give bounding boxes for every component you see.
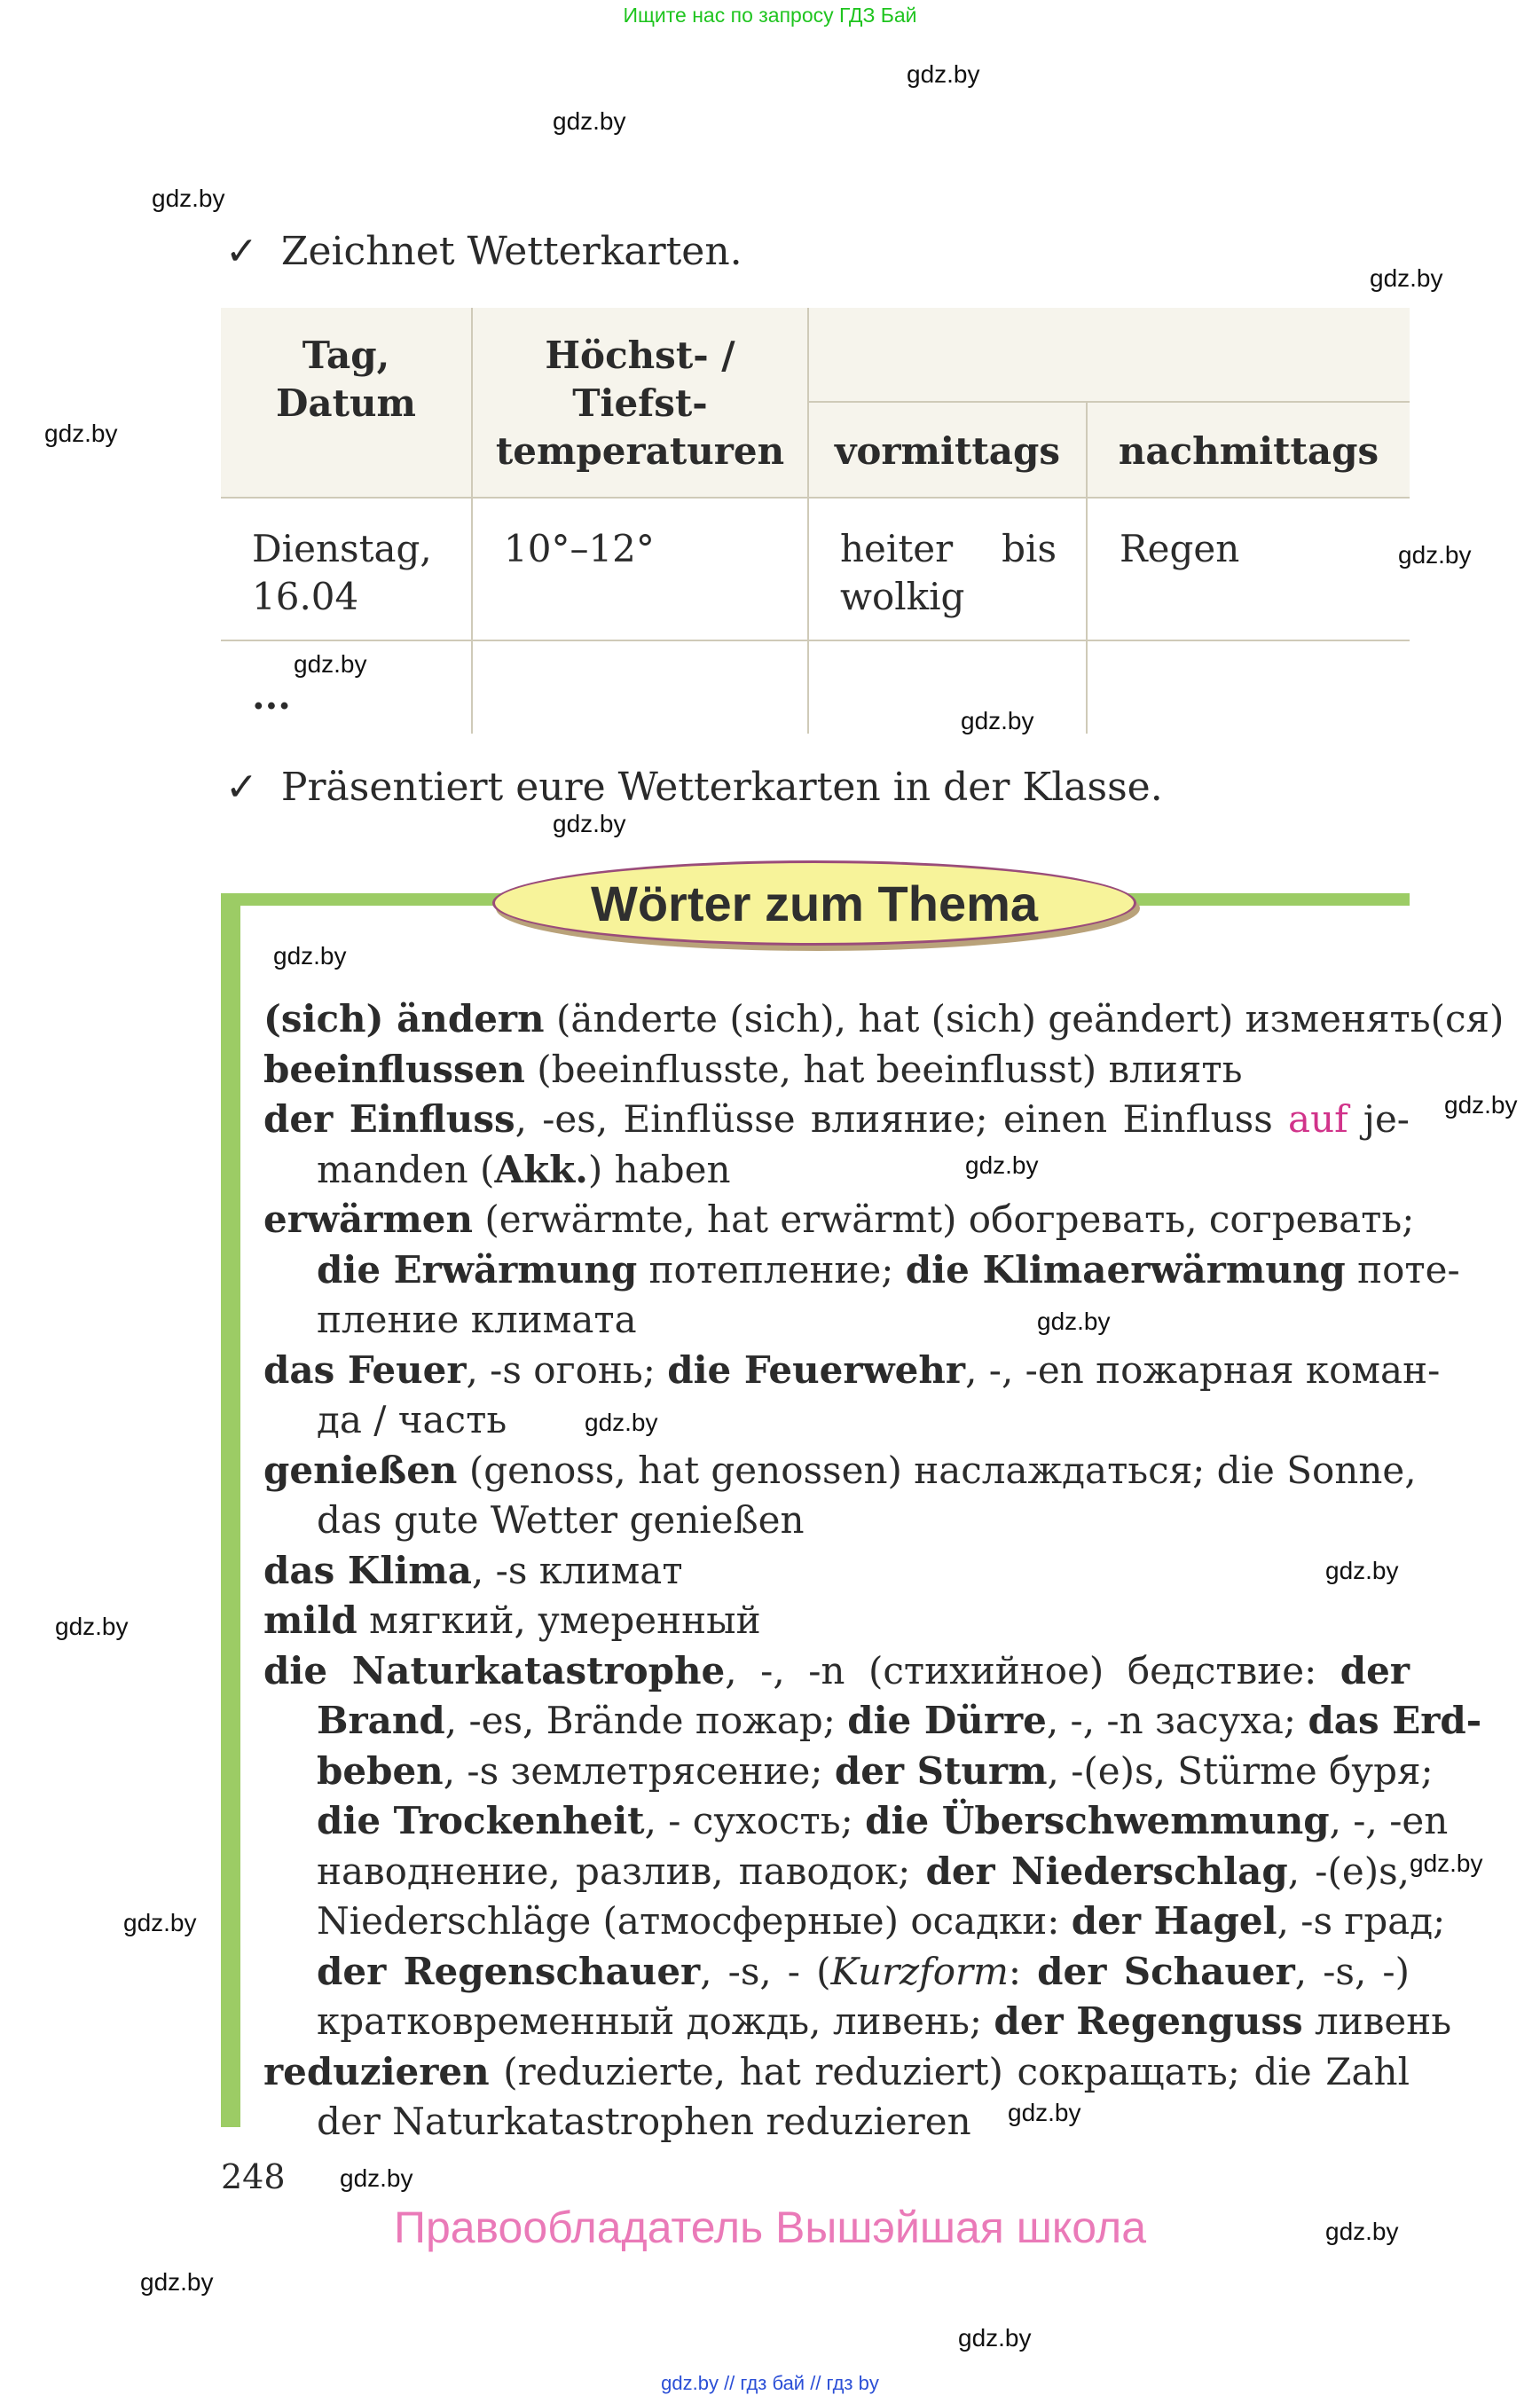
section-side-rule <box>221 899 240 2127</box>
vocab-line: beben, -s землетрясение; der Sturm, -(e)s, Stürme буря; <box>317 1748 1434 1793</box>
page-number: 248 <box>221 2157 286 2196</box>
vocab-line: mild мягкий, умеренный <box>263 1598 761 1642</box>
footer-links[interactable]: gdz.by // гдз бай // гдз by <box>661 2372 879 2394</box>
watermark: gdz.by <box>44 420 118 447</box>
cell-morning: heiter bis wolkig <box>840 527 1057 618</box>
column-header-morning: vormittags <box>835 429 1060 473</box>
watermark: gdz.by <box>553 107 626 135</box>
watermark: gdz.by <box>1325 1557 1399 1584</box>
top-banner: Ищите нас по запросу ГДЗ Бай <box>623 4 917 27</box>
watermark: gdz.by <box>273 942 347 970</box>
vocab-line: пление климата <box>317 1298 637 1341</box>
vocab-line: reduzieren (reduzierte, hat reduziert) сокращать; die Zahl <box>263 2049 1410 2093</box>
vocab-line: der Einfluss, -es, Einflüsse влияние; einen Einfluss auf je- <box>263 1097 1410 1141</box>
watermark: gdz.by <box>152 185 225 212</box>
vocab-line: да / часть <box>317 1398 507 1441</box>
vocab-line: manden (Akk.) haben <box>317 1147 731 1191</box>
watermark: gdz.by <box>961 707 1034 734</box>
task-praesentiert <box>225 765 1163 810</box>
watermark: gdz.by <box>553 810 626 837</box>
vocab-line: die Erwärmung потепление; die Klimaerwärmung поте- <box>317 1247 1460 1292</box>
watermark: gdz.by <box>965 1151 1039 1179</box>
vocab-line: кратковременный дождь, ливень; der Regenguss ливень <box>317 1999 1452 2043</box>
watermark: gdz.by <box>294 650 367 678</box>
table-divider <box>221 497 1410 499</box>
vocab-line: der Regenschauer, -s, - (Kurzform: der Schauer, -s, -) <box>317 1949 1410 1993</box>
watermark: gdz.by <box>907 60 980 88</box>
vocab-line: Niederschläge (атмосферные) осадки: der Hagel, -s град; <box>317 1899 1446 1943</box>
cell-afternoon: Regen <box>1120 527 1240 570</box>
watermark: gdz.by <box>1444 1091 1518 1119</box>
vocab-line: наводнение, разлив, паводок; der Niederschlag, -(e)s, <box>317 1849 1410 1893</box>
table-divider <box>807 401 1410 403</box>
vocab-line: das Klima, -s климат <box>263 1548 683 1592</box>
check-icon: ✓ <box>225 229 258 274</box>
vocab-line: das Feuer, -s огонь; die Feuerwehr, -, -en пожарная коман- <box>263 1347 1441 1392</box>
watermark: gdz.by <box>958 2324 1032 2352</box>
table-divider <box>221 640 1410 641</box>
watermark: gdz.by <box>1008 2099 1081 2126</box>
watermark: gdz.by <box>1325 2218 1399 2245</box>
vocab-line: die Naturkatastrophe, -, -n (стихийное) бедствие: der <box>263 1648 1410 1692</box>
vocab-line: (sich) ändern (änderte (sich), hat (sich) geändert) изменять(ся) <box>263 997 1505 1041</box>
cell-temperature: 10°–12° <box>504 527 655 570</box>
watermark: gdz.by <box>140 2268 214 2296</box>
vocab-line: genießen (genoss, hat genossen) наслаждаться; die Sonne, <box>263 1448 1417 1492</box>
watermark: gdz.by <box>55 1613 129 1640</box>
task-text: Präsentiert eure Wetterkarten in der Klasse. <box>280 765 1163 810</box>
watermark: gdz.by <box>1037 1308 1111 1335</box>
vocab-line: das gute Wetter genießen <box>317 1498 805 1542</box>
vocab-line: der Naturkatastrophen reduzieren <box>317 2100 971 2143</box>
section-title: Wörter zum Thema <box>492 860 1136 946</box>
table-divider <box>807 308 809 734</box>
check-icon: ✓ <box>225 765 258 810</box>
watermark: gdz.by <box>1370 264 1443 292</box>
task-text: Zeichnet Wetterkarten. <box>280 229 742 274</box>
vocab-line: Brand, -es, Brände пожар; die Dürre, -, -n засуха; das Erd- <box>317 1699 1482 1742</box>
vocab-line: beeinflussen (beeinflusste, hat beeinflusst) влиять <box>263 1047 1243 1091</box>
task-zeichnet <box>225 229 742 274</box>
watermark: gdz.by <box>1410 1849 1483 1877</box>
column-header-day: Tag, Datum <box>275 334 416 425</box>
copyright-notice: Правообладатель Вышэйшая школа <box>394 2203 1146 2252</box>
vocab-line: die Trockenheit, - сухость; die Überschwemmung, -, -en <box>317 1799 1449 1842</box>
cell-day-ellipsis: ... <box>252 674 291 718</box>
cell-day: Dienstag, 16.04 <box>252 527 432 618</box>
watermark: gdz.by <box>123 1909 197 1936</box>
watermark: gdz.by <box>340 2164 413 2192</box>
watermark: gdz.by <box>585 1409 658 1436</box>
watermark: gdz.by <box>1398 541 1472 569</box>
column-header-afternoon: nachmittags <box>1118 429 1379 473</box>
column-header-temperature: Höchst- / Tiefst- temperaturen <box>495 334 785 473</box>
vocab-line: erwärmen (erwärmte, hat erwärmt) обогревать, согревать; <box>263 1198 1415 1241</box>
